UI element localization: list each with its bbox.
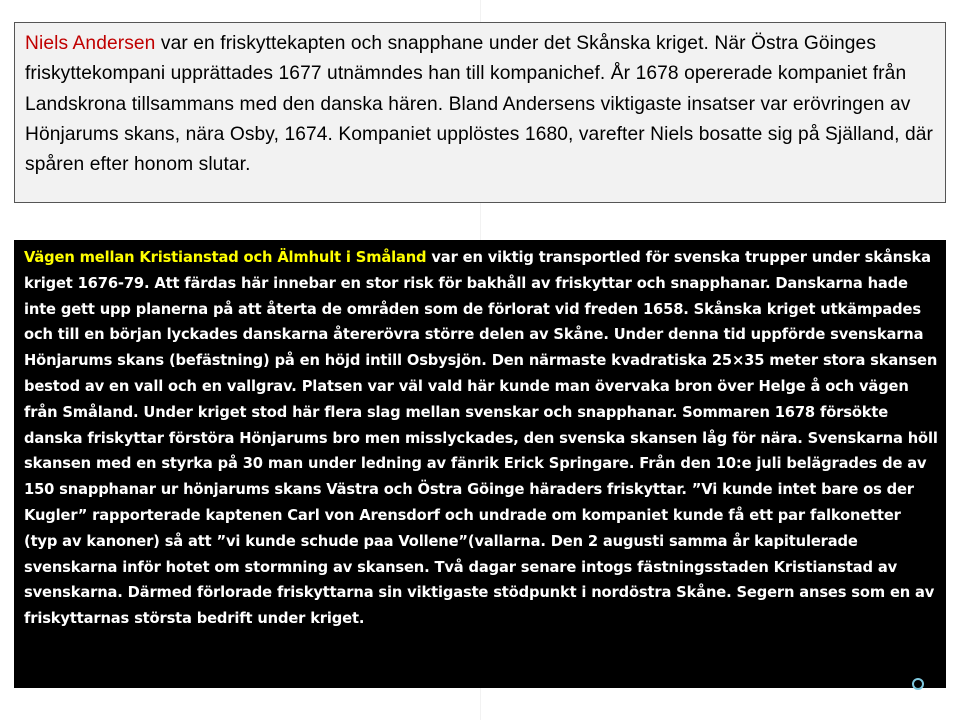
history-text-box: [14, 240, 946, 688]
highlighted-name: Niels Andersen: [25, 33, 156, 54]
history-paragraph: var en viktig transportled för svenska trupper under skånska kriget 1676-79. Att färdas här innebar en stor risk för bakhåll av friskyttar och snapphanar. Danskarna hade inte gett upp planerna på att återta de områden som de förlorat vid freden 1658. Skånska kriget utkämpades och till en början lyckades danskarna återerövra större delen av Skåne. Under denna tid uppförde svenskarna Hönjarums skans (befästning) på en höjd intill Osbysjön. Den närmaste kvadratiska 25×35 meter stora skansen bestod av en vall och en vallgrav. Platsen var väl vald här kunde man övervaka bron över Helge å och vägen från Småland. Under kriget stod här flera slag mellan svenskar och snapphanar. Sommaren 1678 försökte danska friskyttar förstöra Hönjarums bro men misslyckades, den svenska skansen låg för nära. Svenskarna höll skansen med en styrka på 30 man under ledning av fänrik Erick Springare. Från den 10:e juli belägrades de av 150 snapphanar ur hönjarums skans Västra och Östra Göinge häraders friskyttar. ”Vi kunde intet bare os der Kugler” rapporterade kaptenen Carl von Arensdorf och undrade om kompaniet kunde få ett par falkonetter (typ av kanoner) så att ”vi kunde schude paa Vollene”(vallarna. Den 2 augusti samma år kapitulerade svenskarna inför hotet om stormning av skansen. Två dagar senare intogs fästningsstaden Kristianstad av svenskarna. Därmed förlorade friskyttarna sin viktigaste stödpunkt i nordöstra Skåne. Segern anses som en av friskyttarnas största bedrift under kriget.: [24, 249, 938, 628]
highlighted-route: Vägen mellan Kristianstad och Älmhult i Småland: [24, 249, 427, 266]
circle-marker-icon: [912, 678, 924, 690]
intro-text-box: [14, 22, 946, 203]
intro-paragraph: var en friskyttekapten och snapphane under det Skånska kriget. När Östra Göinges friskyttekompani upprättades 1677 utnämndes han till kompanichef. År 1678 opererade kompaniet från Landskrona tillsammans med den danska hären. Bland Andersens viktigaste insatser var erövringen av Hönjarums skans, nära Osby, 1674. Kompaniet upplöstes 1680, varefter Niels bosatte sig på Själland, där spåren efter honom slutar.: [25, 33, 933, 176]
